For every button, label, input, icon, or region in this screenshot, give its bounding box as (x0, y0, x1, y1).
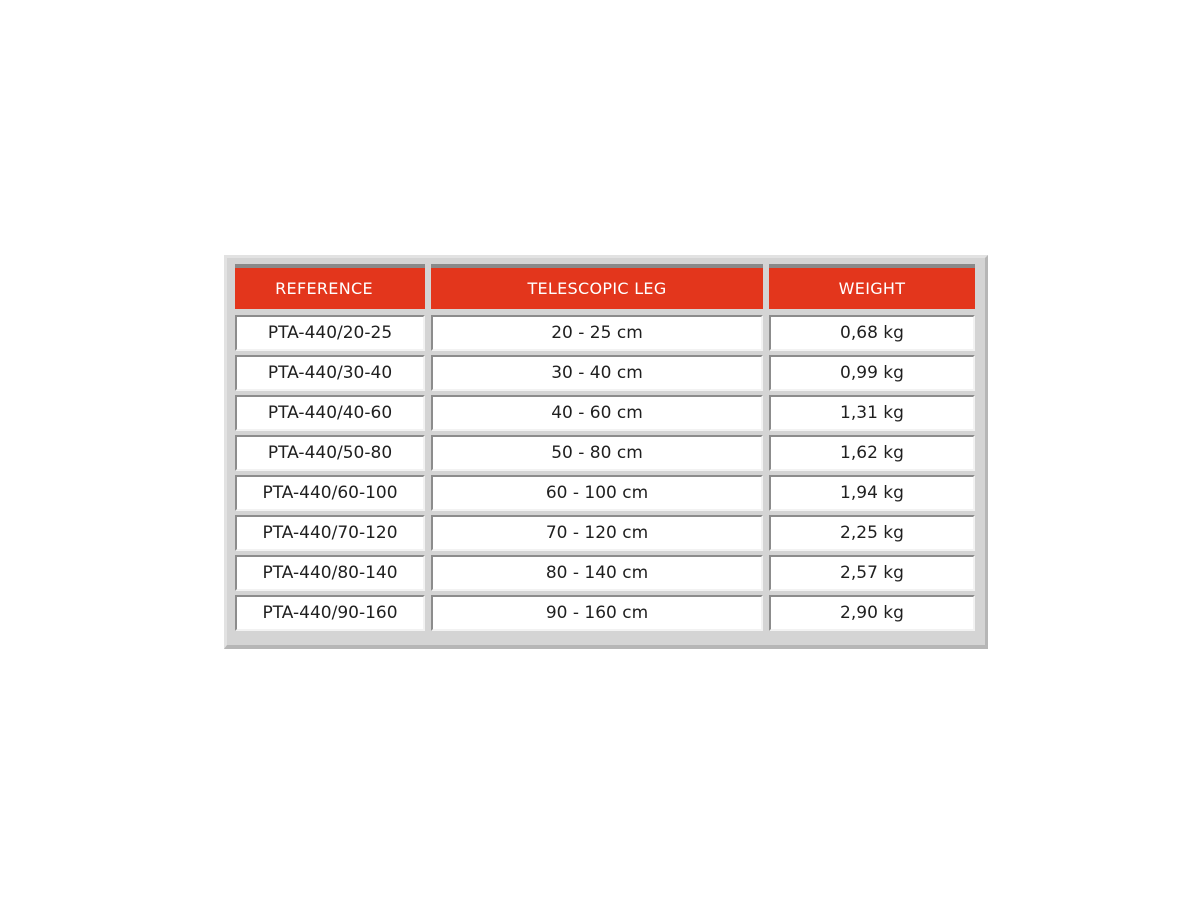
cell-weight: 1,31 kg (769, 395, 975, 431)
cell-telescopic-leg: 90 - 160 cm (431, 595, 763, 631)
cell-telescopic-leg: 40 - 60 cm (431, 395, 763, 431)
cell-telescopic-leg: 30 - 40 cm (431, 355, 763, 391)
column-header-telescopic-leg: TELESCOPIC LEG (431, 264, 763, 309)
cell-weight: 1,94 kg (769, 475, 975, 511)
cell-telescopic-leg: 50 - 80 cm (431, 435, 763, 471)
cell-telescopic-leg: 20 - 25 cm (431, 315, 763, 351)
cell-weight: 0,68 kg (769, 315, 975, 351)
cell-reference: PTA-440/90-160 (235, 595, 425, 631)
cell-weight: 2,57 kg (769, 555, 975, 591)
cell-reference: PTA-440/50-80 (235, 435, 425, 471)
cell-reference: PTA-440/80-140 (235, 555, 425, 591)
spec-table-panel (224, 255, 988, 649)
cell-reference: PTA-440/20-25 (235, 315, 425, 351)
cell-reference: PTA-440/70-120 (235, 515, 425, 551)
cell-weight: 0,99 kg (769, 355, 975, 391)
table-body (235, 315, 975, 631)
cell-weight: 1,62 kg (769, 435, 975, 471)
cell-weight: 2,90 kg (769, 595, 975, 631)
cell-reference: PTA-440/30-40 (235, 355, 425, 391)
cell-telescopic-leg: 70 - 120 cm (431, 515, 763, 551)
cell-weight: 2,25 kg (769, 515, 975, 551)
column-header-reference: REFERENCE (235, 264, 425, 309)
cell-telescopic-leg: 60 - 100 cm (431, 475, 763, 511)
column-header-weight: WEIGHT (769, 264, 975, 309)
spec-table (235, 264, 975, 631)
cell-reference: PTA-440/40-60 (235, 395, 425, 431)
cell-reference: PTA-440/60-100 (235, 475, 425, 511)
cell-telescopic-leg: 80 - 140 cm (431, 555, 763, 591)
